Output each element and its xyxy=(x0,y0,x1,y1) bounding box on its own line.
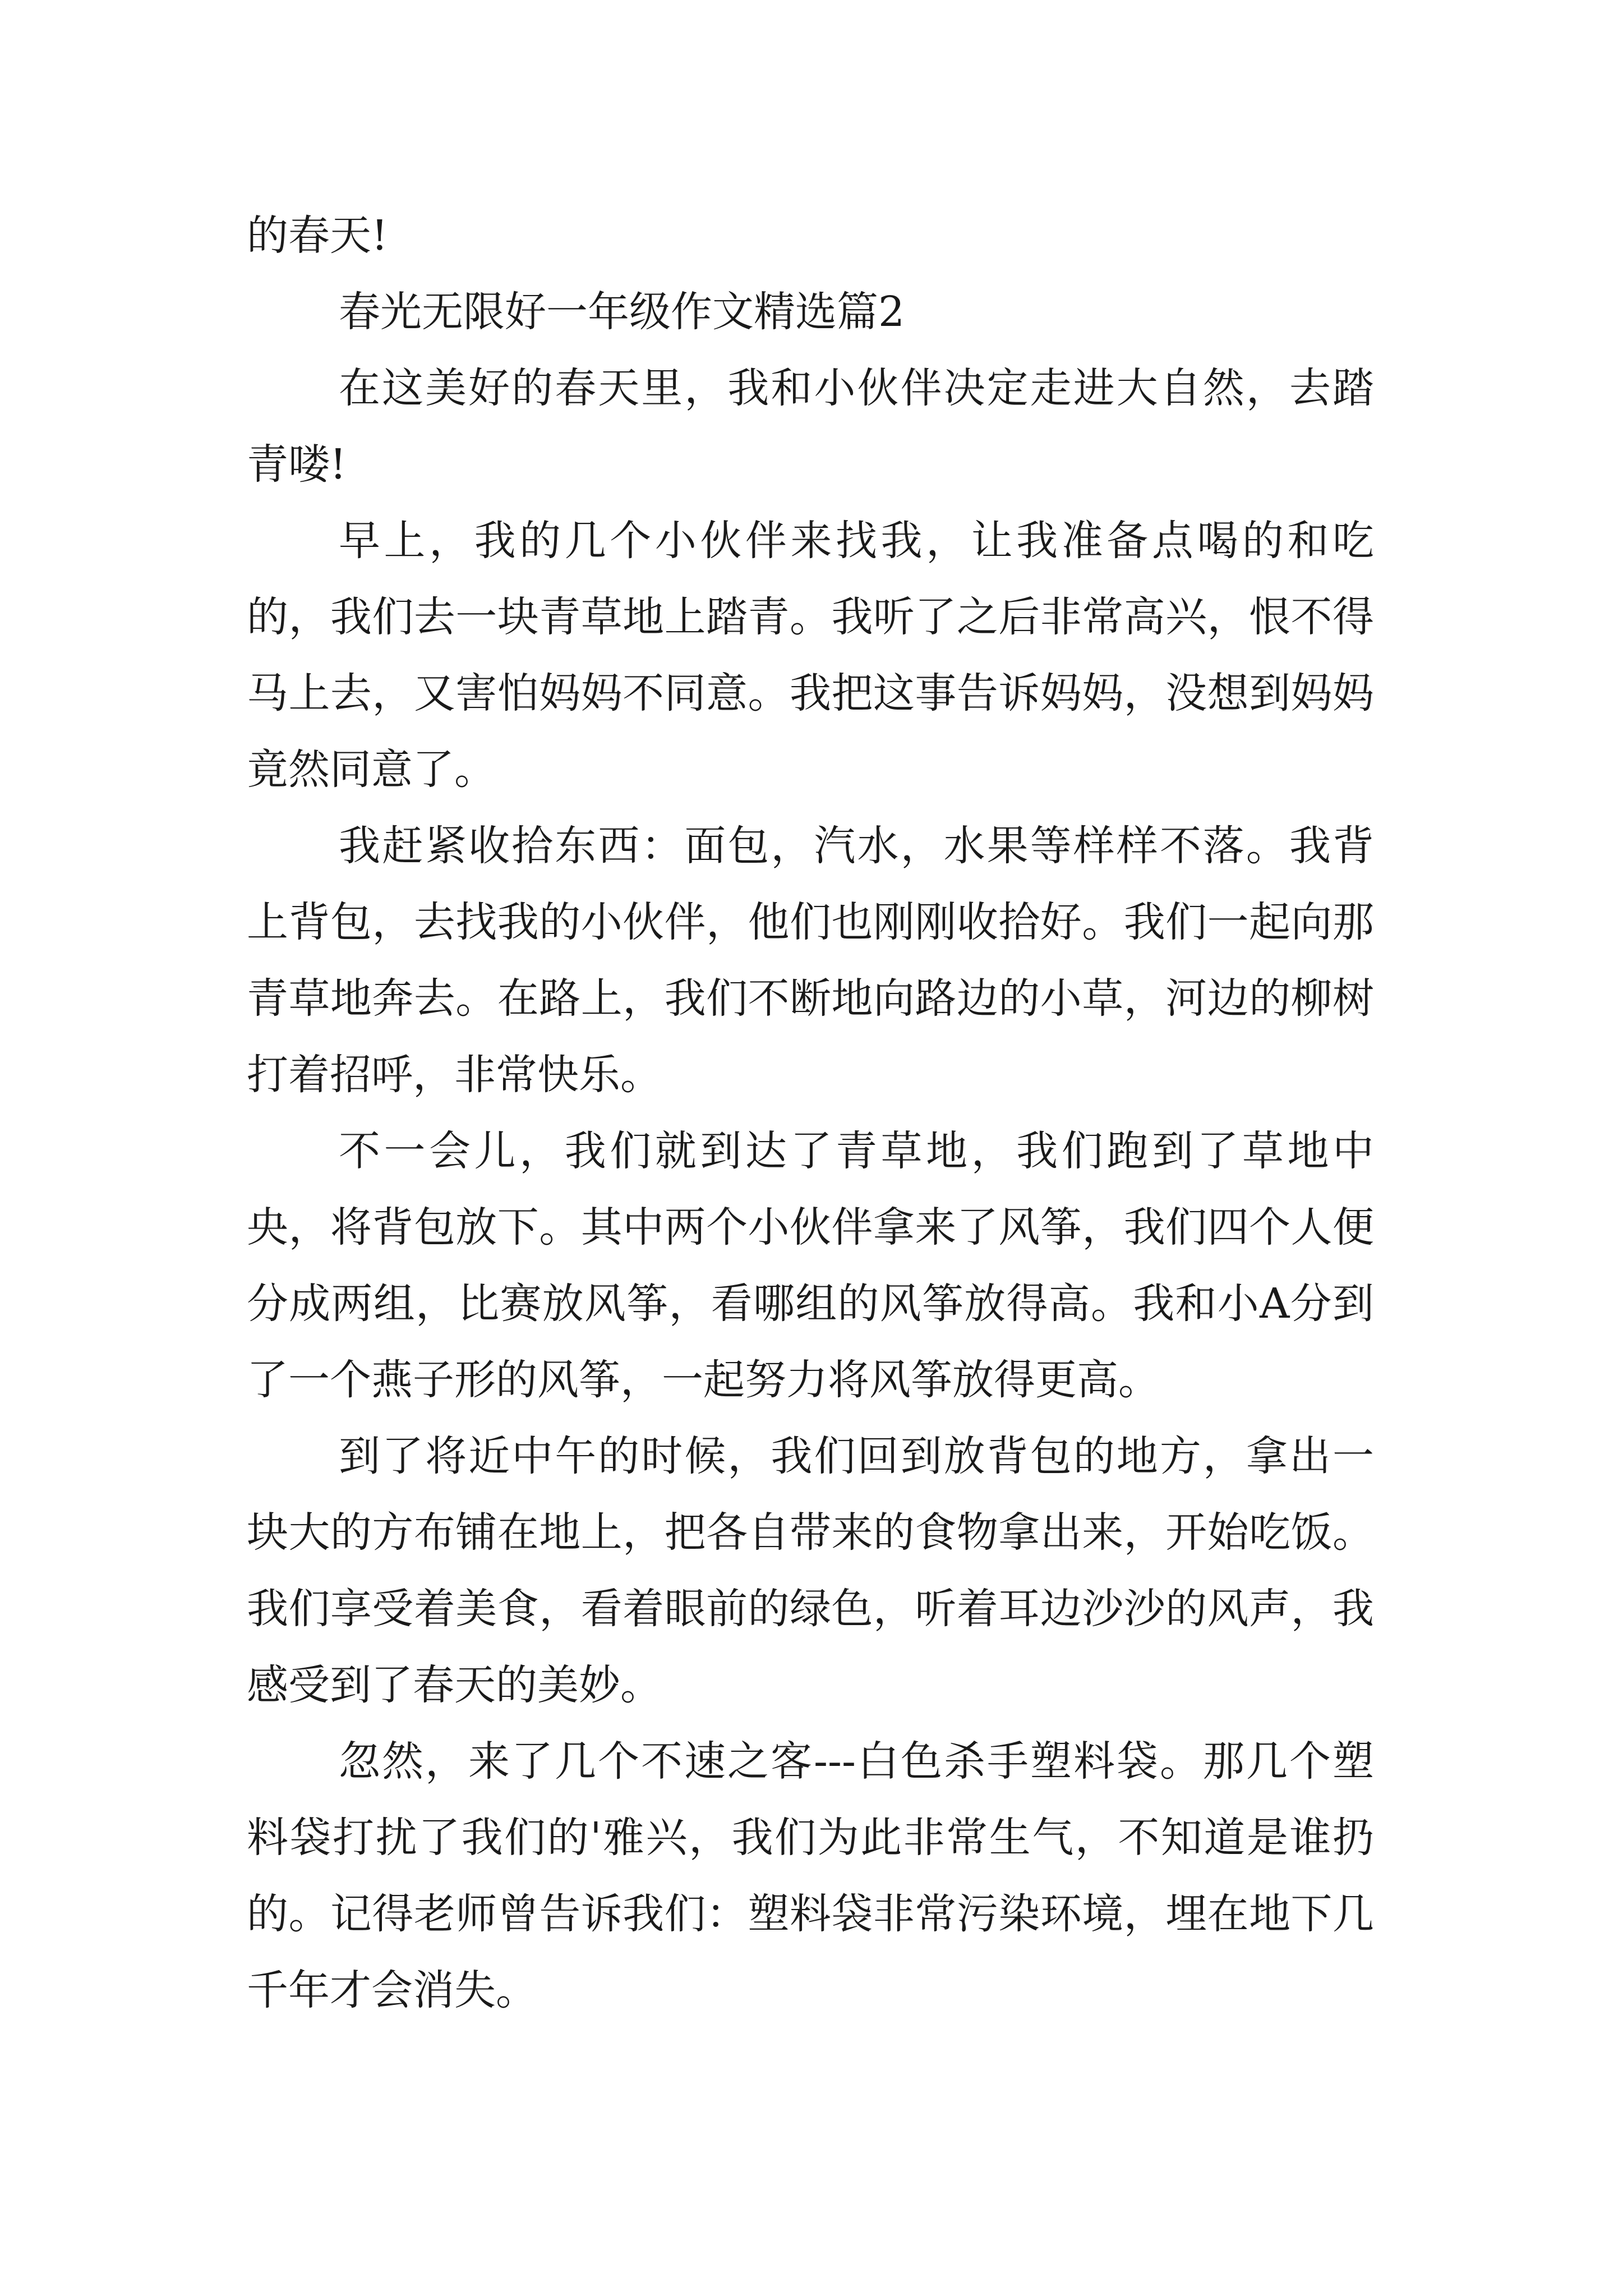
paragraph: 我赶紧收拾东西：面包，汽水，水果等样样不落。我背上背包，去找我的小伙伴，他们也刚刚收拾好。我们一起向那青草地奔去。在路上，我们不断地向路边的小草，河边的柳树打着招呼，非常快乐。 xyxy=(247,822,1374,1099)
paragraph: 不一会儿，我们就到达了青草地，我们跑到了草地中央，将背包放下。其中两个小伙伴拿来了风筝，我们四个人便分成两组，比赛放风筝，看哪组的风筝放得高。我和小A分到了一个燕子形的风筝，一起努力将风筝放得更高。 xyxy=(247,1127,1374,1404)
paragraph: 忽然，来了几个不速之客---白色杀手塑料袋。那几个塑料袋打扰了我们的'雅兴，我们为此非常生气，不知道是谁扔的。记得老师曾告诉我们：塑料袋非常污染环境，埋在地下几千年才会消失。 xyxy=(247,1737,1374,2014)
paragraph: 早上，我的几个小伙伴来找我，让我准备点喝的和吃的，我们去一块青草地上踏青。我听了之后非常高兴，恨不得马上去，又害怕妈妈不同意。我把这事告诉妈妈，没想到妈妈竟然同意了。 xyxy=(247,517,1374,794)
document-page xyxy=(247,197,1374,2028)
paragraph: 到了将近中午的时候，我们回到放背包的地方，拿出一块大的方布铺在地上，把各自带来的食物拿出来，开始吃饭。我们享受着美食，看着眼前的绿色，听着耳边沙沙的风声，我感受到了春天的美妙。 xyxy=(247,1432,1374,1709)
paragraph-fragment: 的春天! xyxy=(247,211,388,260)
paragraph: 在这美好的春天里，我和小伙伴决定走进大自然，去踏青喽! xyxy=(247,364,1374,489)
essay-heading: 春光无限好一年级作文精选篇2 xyxy=(339,288,905,336)
